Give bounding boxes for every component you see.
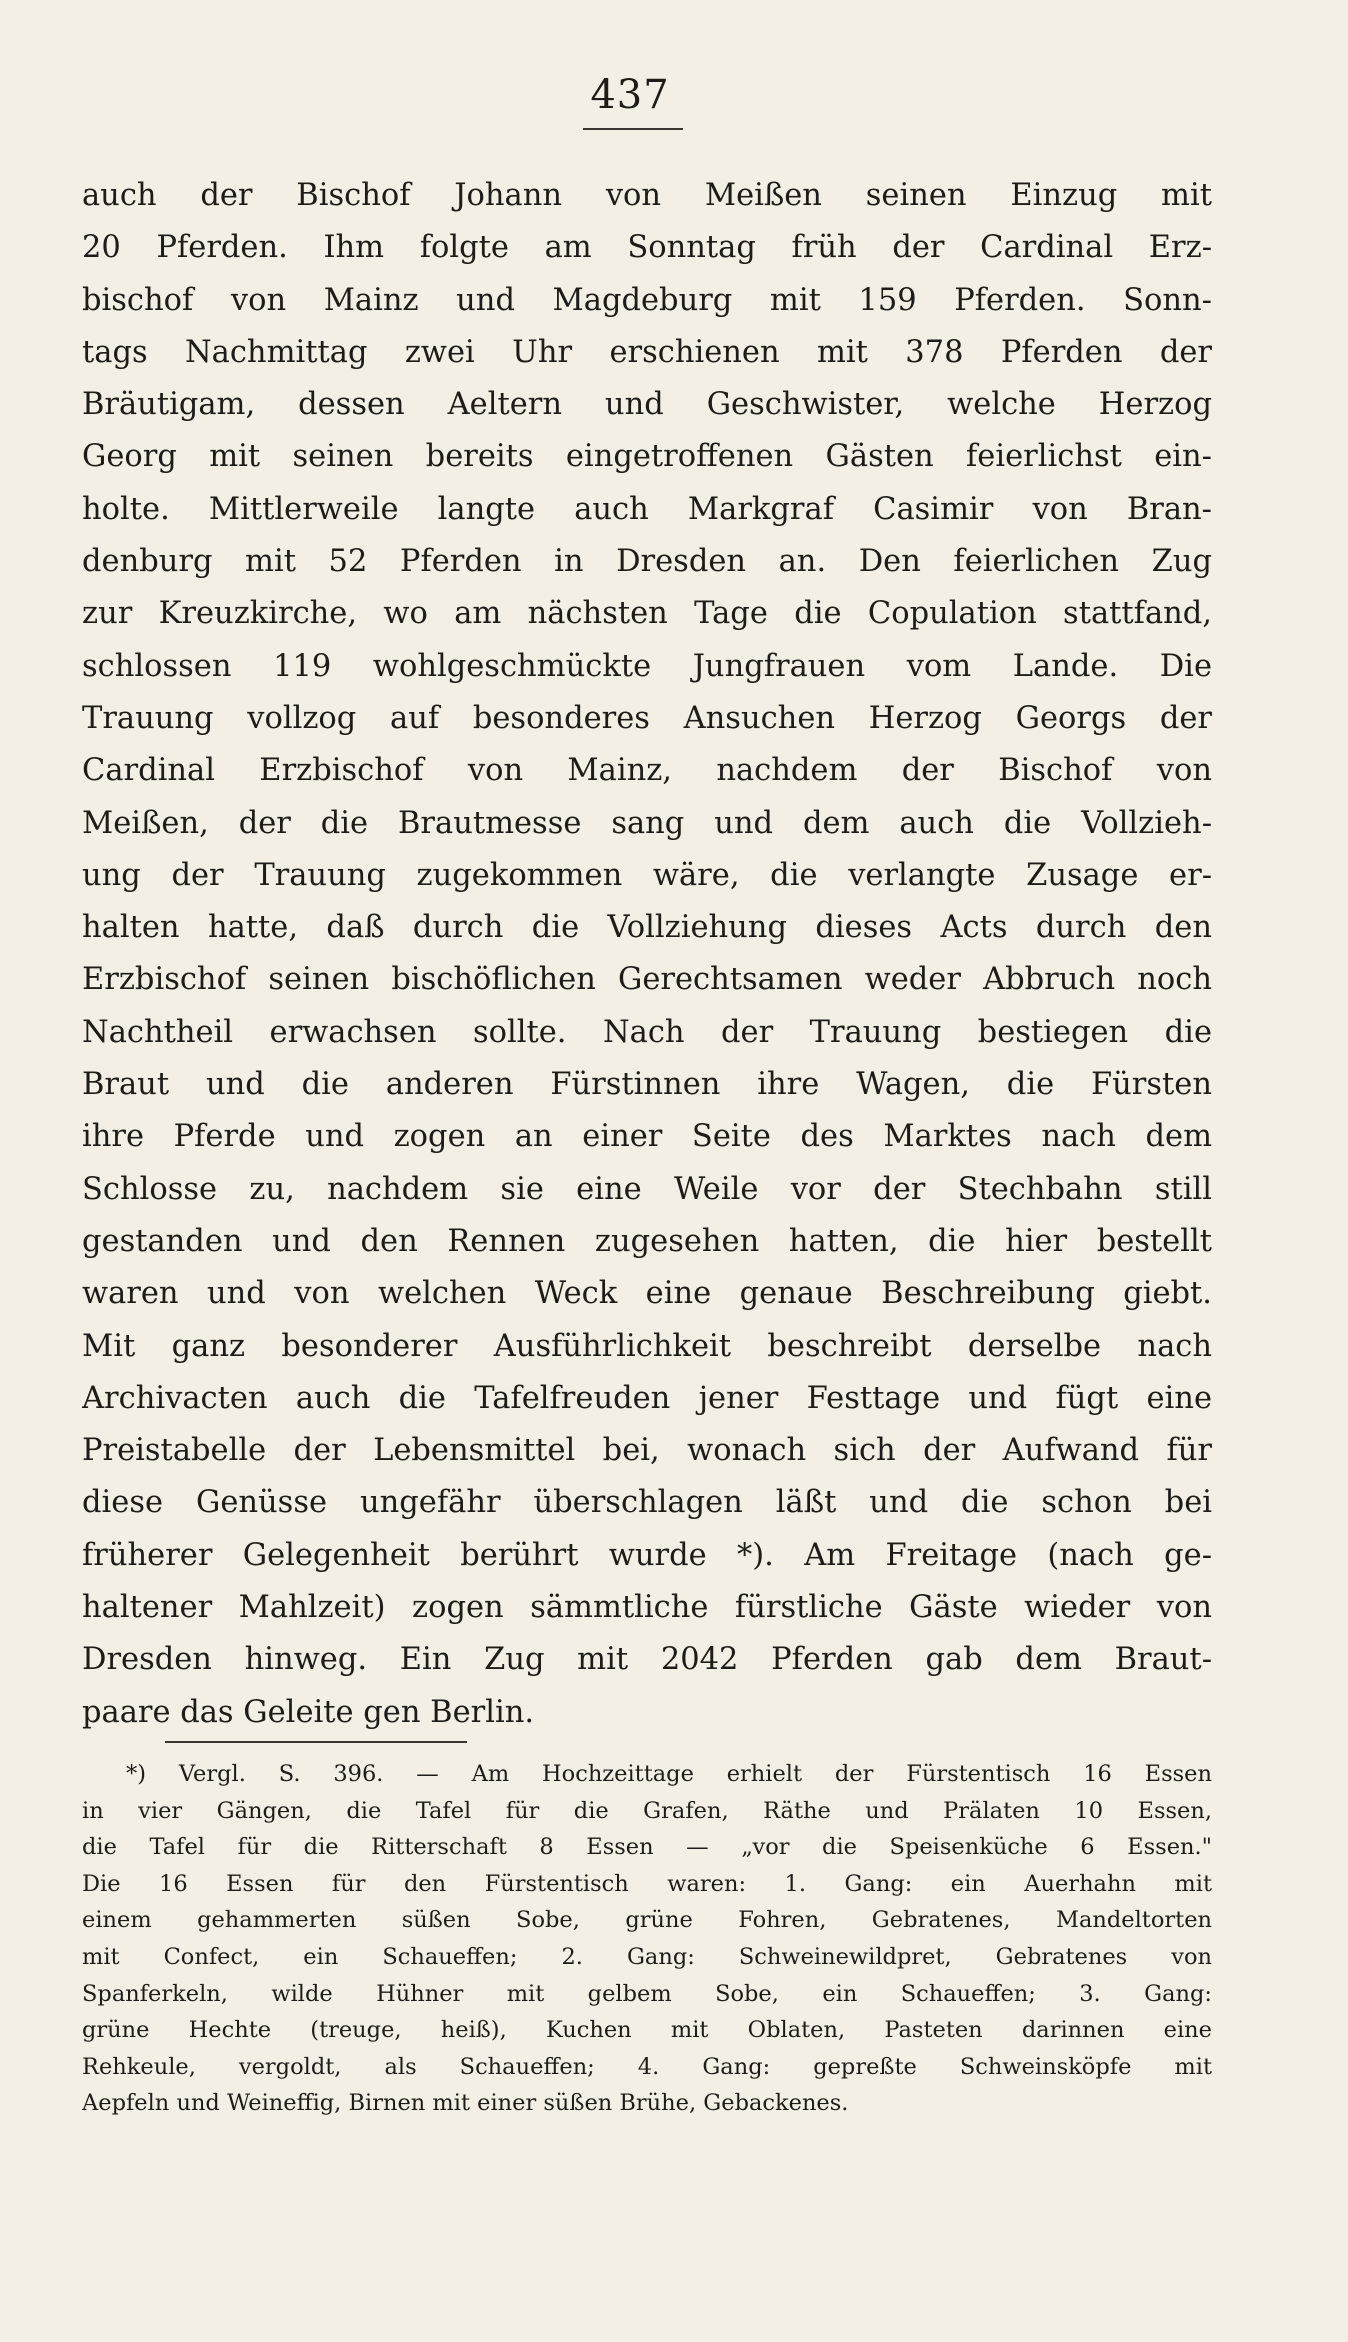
text-line: denburg mit 52 Pferden in Dresden an. Den feierlichen Zug bbox=[82, 544, 1212, 580]
footnote-rule bbox=[165, 1741, 467, 1743]
text-line: Schlosse zu, nachdem sie eine Weile vor der Stechbahn still bbox=[82, 1171, 1212, 1207]
text-line: ung der Trauung zugekommen wäre, die verlangte Zusage er- bbox=[82, 857, 1212, 893]
footnote-line: *) Vergl. S. 396. — Am Hochzeittage erhielt der Fürstentisch 16 Essen bbox=[126, 1761, 1212, 1787]
footnote-line: Spanferkeln, wilde Hühner mit gelbem Sobe, ein Schaueffen; 3. Gang: bbox=[82, 1980, 1212, 2007]
footnote-line: Die 16 Essen für den Fürstentisch waren: 1. Gang: ein Auerhahn mit bbox=[82, 1870, 1212, 1897]
main-text bbox=[82, 170, 1212, 1739]
footnote-line: grüne Hechte (treuge, heiß), Kuchen mit Oblaten, Pasteten darinnen eine bbox=[82, 2017, 1212, 2044]
text-line: Erzbischof seinen bischöflichen Gerechtsamen weder Abbruch noch bbox=[82, 962, 1212, 998]
text-line: Meißen, der die Brautmesse sang und dem auch die Vollzieh- bbox=[82, 805, 1212, 841]
text-line: Braut und die anderen Fürstinnen ihre Wagen, die Fürsten bbox=[82, 1067, 1212, 1103]
text-line: holte. Mittlerweile langte auch Markgraf Casimir von Bran- bbox=[82, 491, 1212, 527]
footnote-line: in vier Gängen, die Tafel für die Grafen, Räthe und Prälaten 10 Essen, bbox=[82, 1797, 1212, 1824]
page-number-rule bbox=[583, 128, 683, 130]
text-line: auch der Bischof Johann von Meißen seinen Einzug mit bbox=[82, 178, 1212, 213]
text-line: bischof von Mainz und Magdeburg mit 159 Pferden. Sonn- bbox=[82, 282, 1212, 318]
text-line: paare das Geleite gen Berlin. bbox=[82, 1694, 535, 1730]
footnote-line: Rehkeule, vergoldt, als Schaueffen; 4. Gang: gepreßte Schweinsköpfe mit bbox=[82, 2053, 1212, 2080]
text-line: Mit ganz besonderer Ausführlichkeit beschreibt derselbe nach bbox=[82, 1328, 1212, 1364]
text-line: 20 Pferden. Ihm folgte am Sonntag früh der Cardinal Erz- bbox=[82, 230, 1212, 266]
text-line: Trauung vollzog auf besonderes Ansuchen Herzog Georgs der bbox=[82, 700, 1212, 736]
text-line: Georg mit seinen bereits eingetroffenen Gästen feierlichst ein- bbox=[82, 439, 1212, 475]
page-number: 437 bbox=[590, 72, 670, 118]
text-line: haltener Mahlzeit) zogen sämmtliche fürstliche Gäste wieder von bbox=[82, 1590, 1212, 1626]
text-line: tags Nachmittag zwei Uhr erschienen mit 378 Pferden der bbox=[82, 334, 1212, 370]
text-line: Bräutigam, dessen Aeltern und Geschwister, welche Herzog bbox=[82, 387, 1212, 423]
footnote-line: einem gehammerten süßen Sobe, grüne Fohren, Gebratenes, Mandeltorten bbox=[82, 1907, 1212, 1934]
footnote bbox=[82, 1756, 1212, 2122]
text-line: Nachtheil erwachsen sollte. Nach der Trauung bestiegen die bbox=[82, 1014, 1212, 1050]
footnote-line: die Tafel für die Ritterschaft 8 Essen — „vor die Speisenküche 6 Essen." bbox=[82, 1834, 1212, 1861]
text-line: waren und von welchen Weck eine genaue Beschreibung giebt. bbox=[82, 1276, 1212, 1312]
footnote-line: Aepfeln und Weineffig, Birnen mit einer süßen Brühe, Gebackenes. bbox=[82, 2090, 849, 2117]
footnote-line: mit Confect, ein Schaueffen; 2. Gang: Schweinewildpret, Gebratenes von bbox=[82, 1943, 1212, 1970]
text-line: ihre Pferde und zogen an einer Seite des Marktes nach dem bbox=[82, 1119, 1212, 1155]
text-line: früherer Gelegenheit berührt wurde *). Am Freitage (nach ge- bbox=[82, 1537, 1212, 1573]
text-line: Cardinal Erzbischof von Mainz, nachdem der Bischof von bbox=[82, 753, 1212, 789]
text-line: gestanden und den Rennen zugesehen hatten, die hier bestellt bbox=[82, 1223, 1212, 1259]
text-line: halten hatte, daß durch die Vollziehung dieses Acts durch den bbox=[82, 910, 1212, 946]
text-line: Archivacten auch die Tafelfreuden jener Festtage und fügt eine bbox=[82, 1380, 1212, 1416]
text-line: schlossen 119 wohlgeschmückte Jungfrauen vom Lande. Die bbox=[82, 648, 1212, 684]
text-line: diese Genüsse ungefähr überschlagen läßt und die schon bei bbox=[82, 1485, 1212, 1521]
text-line: Dresden hinweg. Ein Zug mit 2042 Pferden gab dem Braut- bbox=[82, 1642, 1212, 1678]
text-line: zur Kreuzkirche, wo am nächsten Tage die Copulation stattfand, bbox=[82, 596, 1212, 632]
text-line: Preistabelle der Lebensmittel bei, wonach sich der Aufwand für bbox=[82, 1433, 1212, 1469]
